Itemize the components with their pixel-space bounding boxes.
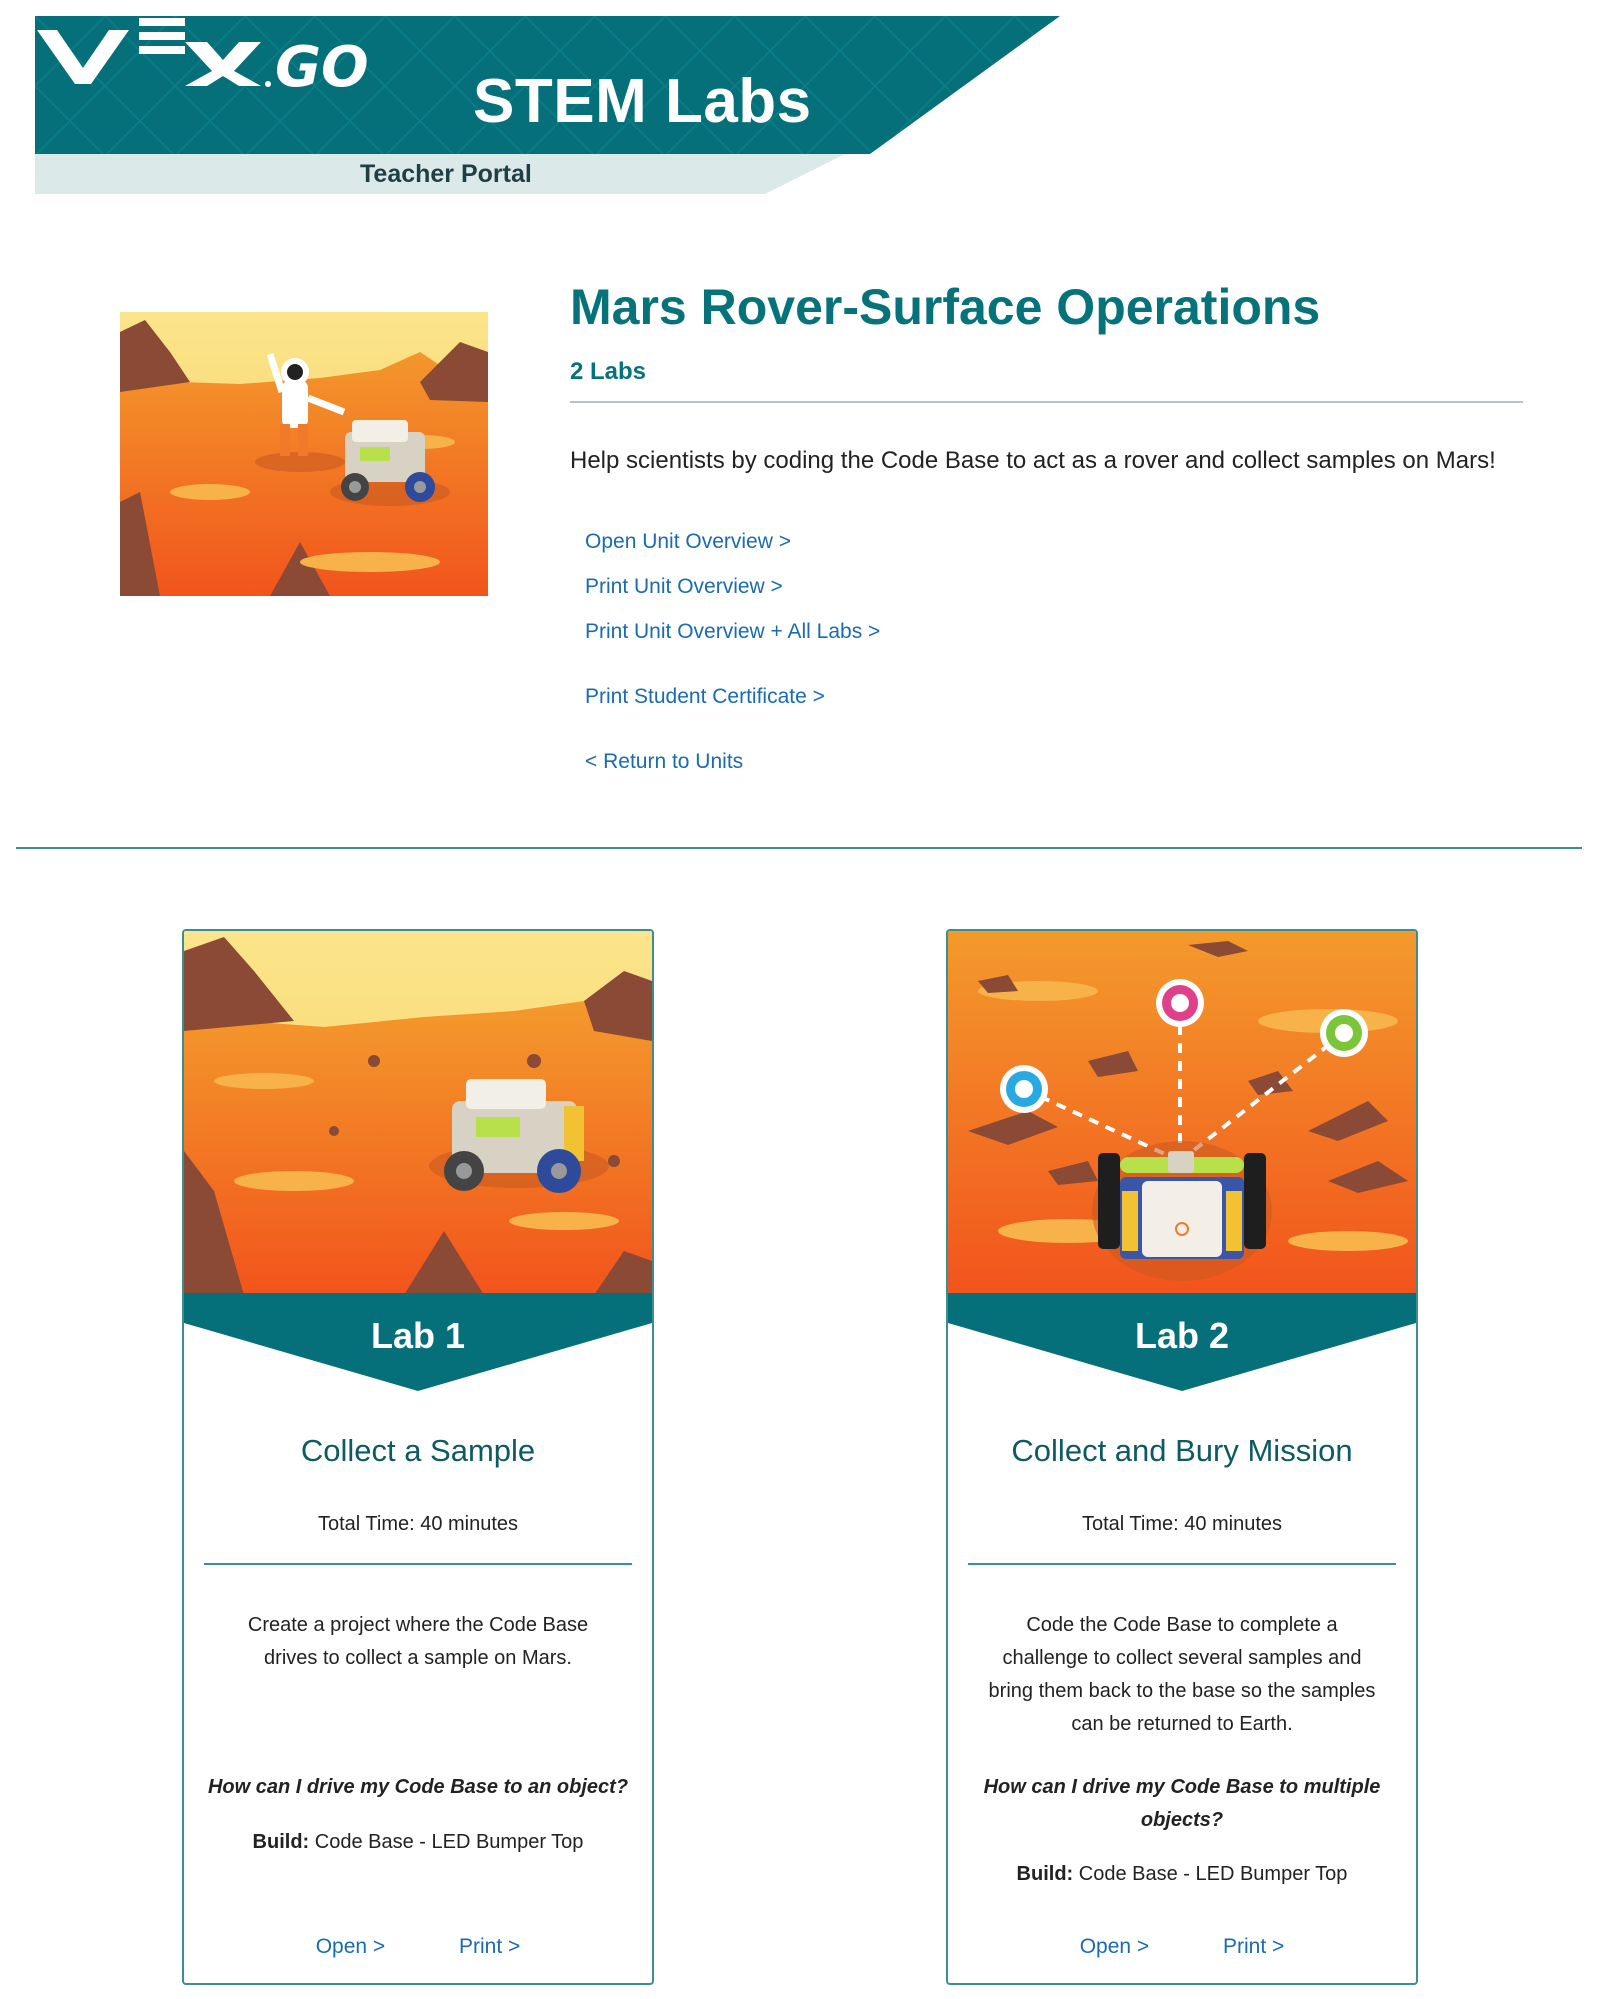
return-to-units-link[interactable]: < Return to Units — [585, 750, 744, 773]
lab-1-name: Collect a Sample — [300, 1433, 536, 1468]
lab-2-time: Total Time: 40 minutes — [1081, 1513, 1283, 1535]
lab-2-actions — [948, 1935, 1416, 1959]
lab-1-number: Lab 1 — [370, 1315, 466, 1356]
lab-1-build-value: Code Base - LED Bumper Top — [314, 1831, 584, 1853]
lab-1-divider — [204, 1563, 632, 1565]
lab-2-build-value: Code Base - LED Bumper Top — [1078, 1863, 1348, 1885]
lab-2-build — [948, 1863, 1416, 1886]
lab-2-divider — [968, 1563, 1396, 1565]
banner-title: STEM Labs — [473, 67, 812, 136]
lab-1-description: Create a project where the Code Base drives to collect a sample on Mars. — [247, 1614, 589, 1669]
lab-2-question: How can I drive my Code Base to multiple objects? — [983, 1776, 1381, 1831]
print-unit-overview-link[interactable]: Print Unit Overview > — [585, 575, 783, 598]
lab-1-build-label: Build: — [252, 1831, 310, 1853]
unit-description: Help scientists by coding the Code Base to act as a rover and collect samples on Mars! — [570, 447, 1496, 474]
lab-2-description: Code the Code Base to complete a challenge to collect several samples and bring them back to the base so the samples can be returned to Earth. — [988, 1614, 1376, 1735]
lab-card-1 — [182, 929, 654, 1985]
lab-1-print-link[interactable]: Print > — [459, 1935, 521, 1958]
lab-1-illustration — [184, 931, 652, 1295]
open-unit-overview-link[interactable]: Open Unit Overview > — [585, 530, 792, 553]
print-student-certificate-link[interactable]: Print Student Certificate > — [585, 685, 825, 708]
lab-1-open-link[interactable]: Open > — [315, 1935, 386, 1958]
svg-text:GO: GO — [275, 35, 369, 96]
print-unit-overview-all-labs-link[interactable]: Print Unit Overview + All Labs > — [585, 620, 881, 643]
vex-go-logo — [35, 16, 415, 96]
unit-title: Mars Rover-Surface Operations — [570, 279, 1321, 335]
lab-2-name: Collect and Bury Mission — [1011, 1433, 1353, 1468]
section-divider — [16, 847, 1582, 849]
lab-1-build — [184, 1831, 652, 1854]
lab-card-2 — [946, 929, 1418, 1985]
lab-2-number: Lab 2 — [1134, 1315, 1230, 1356]
unit-illustration — [120, 312, 488, 596]
lab-2-build-label: Build: — [1016, 1863, 1074, 1885]
lab-2-illustration — [948, 931, 1416, 1295]
lab-1-actions — [184, 1935, 652, 1959]
lab-2-print-link[interactable]: Print > — [1223, 1935, 1285, 1958]
lab-1-time: Total Time: 40 minutes — [317, 1513, 519, 1535]
divider — [570, 401, 1523, 403]
header-banner — [35, 16, 1060, 196]
lab-2-open-link[interactable]: Open > — [1079, 1935, 1150, 1958]
lab-1-question: How can I drive my Code Base to an object? — [207, 1776, 629, 1798]
lab-count: 2 Labs — [570, 358, 647, 385]
portal-label: Teacher Portal — [360, 160, 532, 188]
